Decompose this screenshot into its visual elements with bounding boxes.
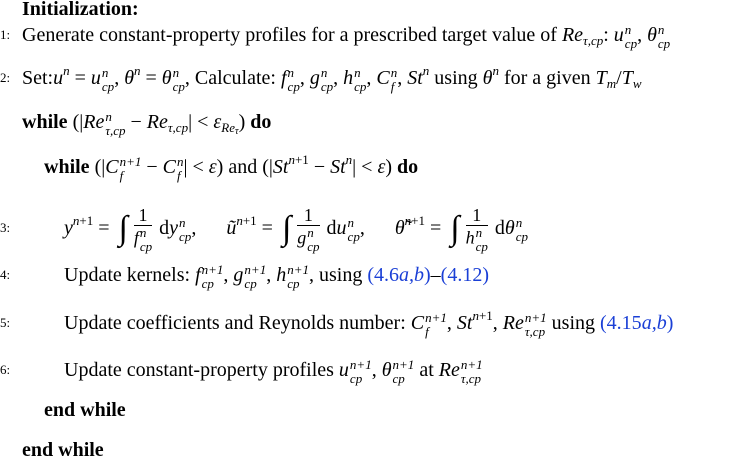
step-number-6: 6: [0,362,11,377]
outer-while: while (|Re n τ,cp − $Re_{\tau,cp}| < \varepsilon_{Re_\tau}$) do [22,109,272,138]
step-3-equation: $y^{n+1}$ = ∫ 1 f n cp dy n cp , $ũ^{n+1}$ = ∫ 1 g n cp du n cp , θ̃$^{n+1}$ = ∫ 1 h n cp dθ n cp [64,205,528,255]
step-number-4: 4: [0,267,11,282]
ref-eq-4-15[interactable]: (4.15a,b) [600,312,674,335]
step-5-text: Update coefficients and Reynolds number: C n+1 f , $St^{n+1}$, Re n+1 τ,cp using (4.15a,b) [64,308,674,339]
outer-end-while: end while [22,439,104,461]
step-number-1: 1: [0,27,11,42]
initialization-heading: Initialization: [22,0,139,20]
step-4-text: Update kernels: f n+1 cp , g n+1 cp , h n+1 cp , using (4.6a,b)–(4.12) [64,262,489,291]
step-number-3: 3: [0,220,11,235]
step-6-text: Update constant-property profiles u n+1 cp , θ n+1 cp at Re n+1 τ,cp [64,357,483,386]
step-number-5: 5: [0,315,11,330]
ref-eq-4-12[interactable]: (4.12) [440,264,489,287]
step-number-2: 2: [0,70,11,85]
step-1-text: Generate constant-property profiles for a prescribed target value of $Re_{\tau,cp}$: u n cp , θ n cp [22,22,671,51]
inner-while: while (|C n+1 f − C n f | < ε) and $(|St^{n+1} - St^n| < \varepsilon)$ do [44,152,419,183]
inner-end-while: end while [44,399,126,421]
ref-eq-4-6[interactable]: (4.6a,b) [367,264,431,287]
step-2-text: $Set:u^n = u$ n cp , $\theta^n = \theta$ n cp , Calculate: f n cp , g n cp , h n cp , C n f , St$^n$ using $\theta^n$ for a given $T_m/T_w$ [22,63,642,94]
